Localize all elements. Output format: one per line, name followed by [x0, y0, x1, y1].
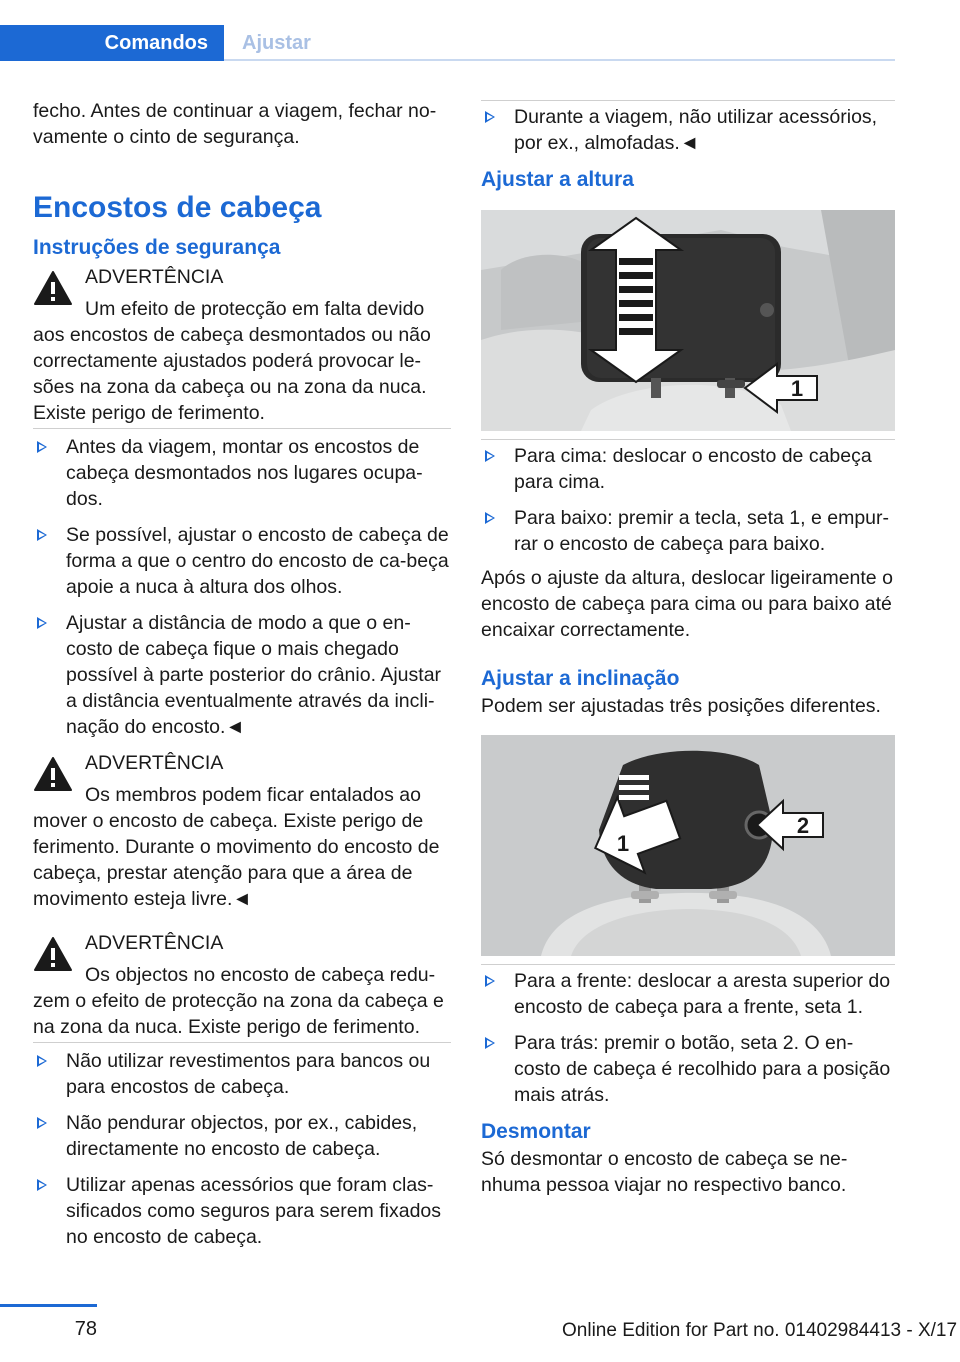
list-item-text: Antes da viagem, montar os encostos de cabeça desmontados nos lugares ocupa‐dos.	[66, 436, 423, 510]
triangle-bullet-icon	[37, 529, 47, 541]
list-item-text: Para trás: premir o botão, seta 2. O en‐costo de cabeça é recolhido para a posição mais atrás.	[514, 1032, 891, 1106]
left-column	[33, 98, 451, 1260]
list-separator	[33, 428, 451, 429]
right-column	[481, 98, 895, 1198]
list-item-text: Durante a viagem, não utilizar acessórios, por ex., almofadas.◄	[514, 106, 878, 154]
height-note: Após o ajuste da altura, deslocar ligeiramente o encosto de cabeça para cima ou para baixo até encaixar correctamente.	[481, 567, 893, 641]
headrest-height-figure	[481, 210, 895, 431]
warning-text: aos encostos de cabeça desmontados ou não correctamente ajustados poderá provocar le‐sões na zona da cabeça ou na zona da nuca. Existe perigo de ferimento.	[33, 324, 431, 424]
warning-label: ADVERTÊNCIA	[85, 932, 224, 954]
intro-paragraph: fecho. Antes de continuar a viagem, fechar no‐vamente o cinto de segurança.	[33, 100, 437, 148]
tilt-list	[481, 968, 895, 1108]
list-separator	[33, 1042, 451, 1043]
list-item-text: Para baixo: premir a tecla, seta 1, e empur‐rar o encosto de cabeça para baixo.	[514, 507, 890, 555]
list-item	[33, 610, 451, 740]
list-item	[481, 104, 895, 156]
header-rule	[224, 59, 895, 61]
remove-text: Só desmontar o encosto de cabeça se ne‐nhuma pessoa viajar no respectivo banco.	[481, 1148, 848, 1196]
warning-block-1	[33, 264, 451, 740]
warning-triangle-icon	[33, 936, 73, 972]
triangle-bullet-icon	[37, 617, 47, 629]
triangle-bullet-icon	[485, 450, 495, 462]
list-item	[33, 1110, 451, 1162]
warning-triangle-icon	[33, 270, 73, 306]
callout-1: 1	[790, 376, 804, 401]
triangle-bullet-icon	[37, 1117, 47, 1129]
warning-text-first-line: Os membros podem ficar entalados ao	[85, 784, 421, 806]
list-item	[33, 434, 451, 512]
list-item	[481, 968, 895, 1020]
warning-text-first-line: Os objectos no encosto de cabeça redu‐	[85, 964, 436, 986]
tab-comandos[interactable]: Comandos	[0, 25, 224, 61]
warning-text: zem o efeito de protecção na zona da cabeça e na zona da nuca. Existe perigo de ferimento.	[33, 990, 444, 1038]
warning-label: ADVERTÊNCIA	[85, 752, 224, 774]
list-item-text: Não pendurar objectos, por ex., cabides, directamente no encosto de cabeça.	[66, 1112, 418, 1160]
warning-block-3	[33, 930, 451, 1250]
warning-list	[33, 1048, 451, 1250]
list-item	[481, 505, 895, 557]
triangle-bullet-icon	[485, 111, 495, 123]
triangle-bullet-icon	[37, 1055, 47, 1067]
page-number: 78	[74, 1318, 97, 1340]
top-list	[481, 104, 895, 156]
list-separator	[481, 964, 895, 965]
edition-footer: Online Edition for Part no. 01402984413 - X/17	[562, 1320, 958, 1341]
triangle-bullet-icon	[485, 1037, 495, 1049]
list-item-text: Se possível, ajustar o encosto de cabeça de forma a que o centro do encosto de ca‐beça apoie a nuca à altura dos olhos.	[66, 524, 449, 598]
section-title: Encostos de cabeça	[33, 191, 322, 224]
headrest-tilt-illustration	[481, 735, 895, 956]
footer-rule	[0, 1304, 97, 1307]
tab-ajustar[interactable]: Ajustar	[242, 31, 311, 54]
list-item	[481, 1030, 895, 1108]
list-item	[33, 1172, 451, 1250]
warning-triangle-icon	[33, 756, 73, 792]
triangle-bullet-icon	[37, 1179, 47, 1191]
tilt-intro: Podem ser ajustadas três posições diferentes.	[481, 695, 881, 717]
subsection-title-tilt: Ajustar a inclinação	[481, 667, 680, 690]
chapter-header	[0, 25, 895, 61]
list-item	[33, 522, 451, 600]
subsection-title-safety: Instruções de segurança	[33, 236, 281, 259]
subsection-title-remove: Desmontar	[481, 1120, 591, 1143]
headrest-height-illustration	[481, 210, 895, 431]
subsection-title-height: Ajustar a altura	[481, 168, 634, 191]
warning-list	[33, 434, 451, 740]
list-item-text: Para a frente: deslocar a aresta superior do encosto de cabeça para a frente, seta 1.	[514, 970, 891, 1018]
list-item-text: Ajustar a distância de modo a que o en‐costo de cabeça fique o mais chegado possível à parte posterior do crânio. Ajustar a distância eventualmente através da incli‐nação do encosto.◄	[66, 612, 442, 738]
list-item-text: Utilizar apenas acessórios que foram clas‐sificados como seguros para serem fixados no encosto de cabeça.	[66, 1174, 442, 1248]
triangle-bullet-icon	[485, 975, 495, 987]
list-separator	[481, 439, 895, 440]
list-item	[481, 443, 895, 495]
warning-text-first-line: Um efeito de protecção em falta devido	[85, 298, 425, 320]
warning-text: mover o encosto de cabeça. Existe perigo de ferimento. Durante o movimento do encosto de cabeça, prestar atenção para que a área de movimento esteja livre.◄	[33, 810, 440, 910]
triangle-bullet-icon	[37, 441, 47, 453]
list-item-text: Para cima: deslocar o encosto de cabeça para cima.	[514, 445, 872, 493]
list-item	[33, 1048, 451, 1100]
list-item-text: Não utilizar revestimentos para bancos ou para encostos de cabeça.	[66, 1050, 431, 1098]
callout-1: 1	[616, 831, 630, 856]
list-separator	[481, 100, 895, 101]
triangle-bullet-icon	[485, 512, 495, 524]
warning-label: ADVERTÊNCIA	[85, 266, 224, 288]
height-list	[481, 443, 895, 557]
headrest-tilt-figure	[481, 735, 895, 956]
warning-block-2	[33, 750, 451, 912]
callout-2: 2	[796, 813, 810, 838]
